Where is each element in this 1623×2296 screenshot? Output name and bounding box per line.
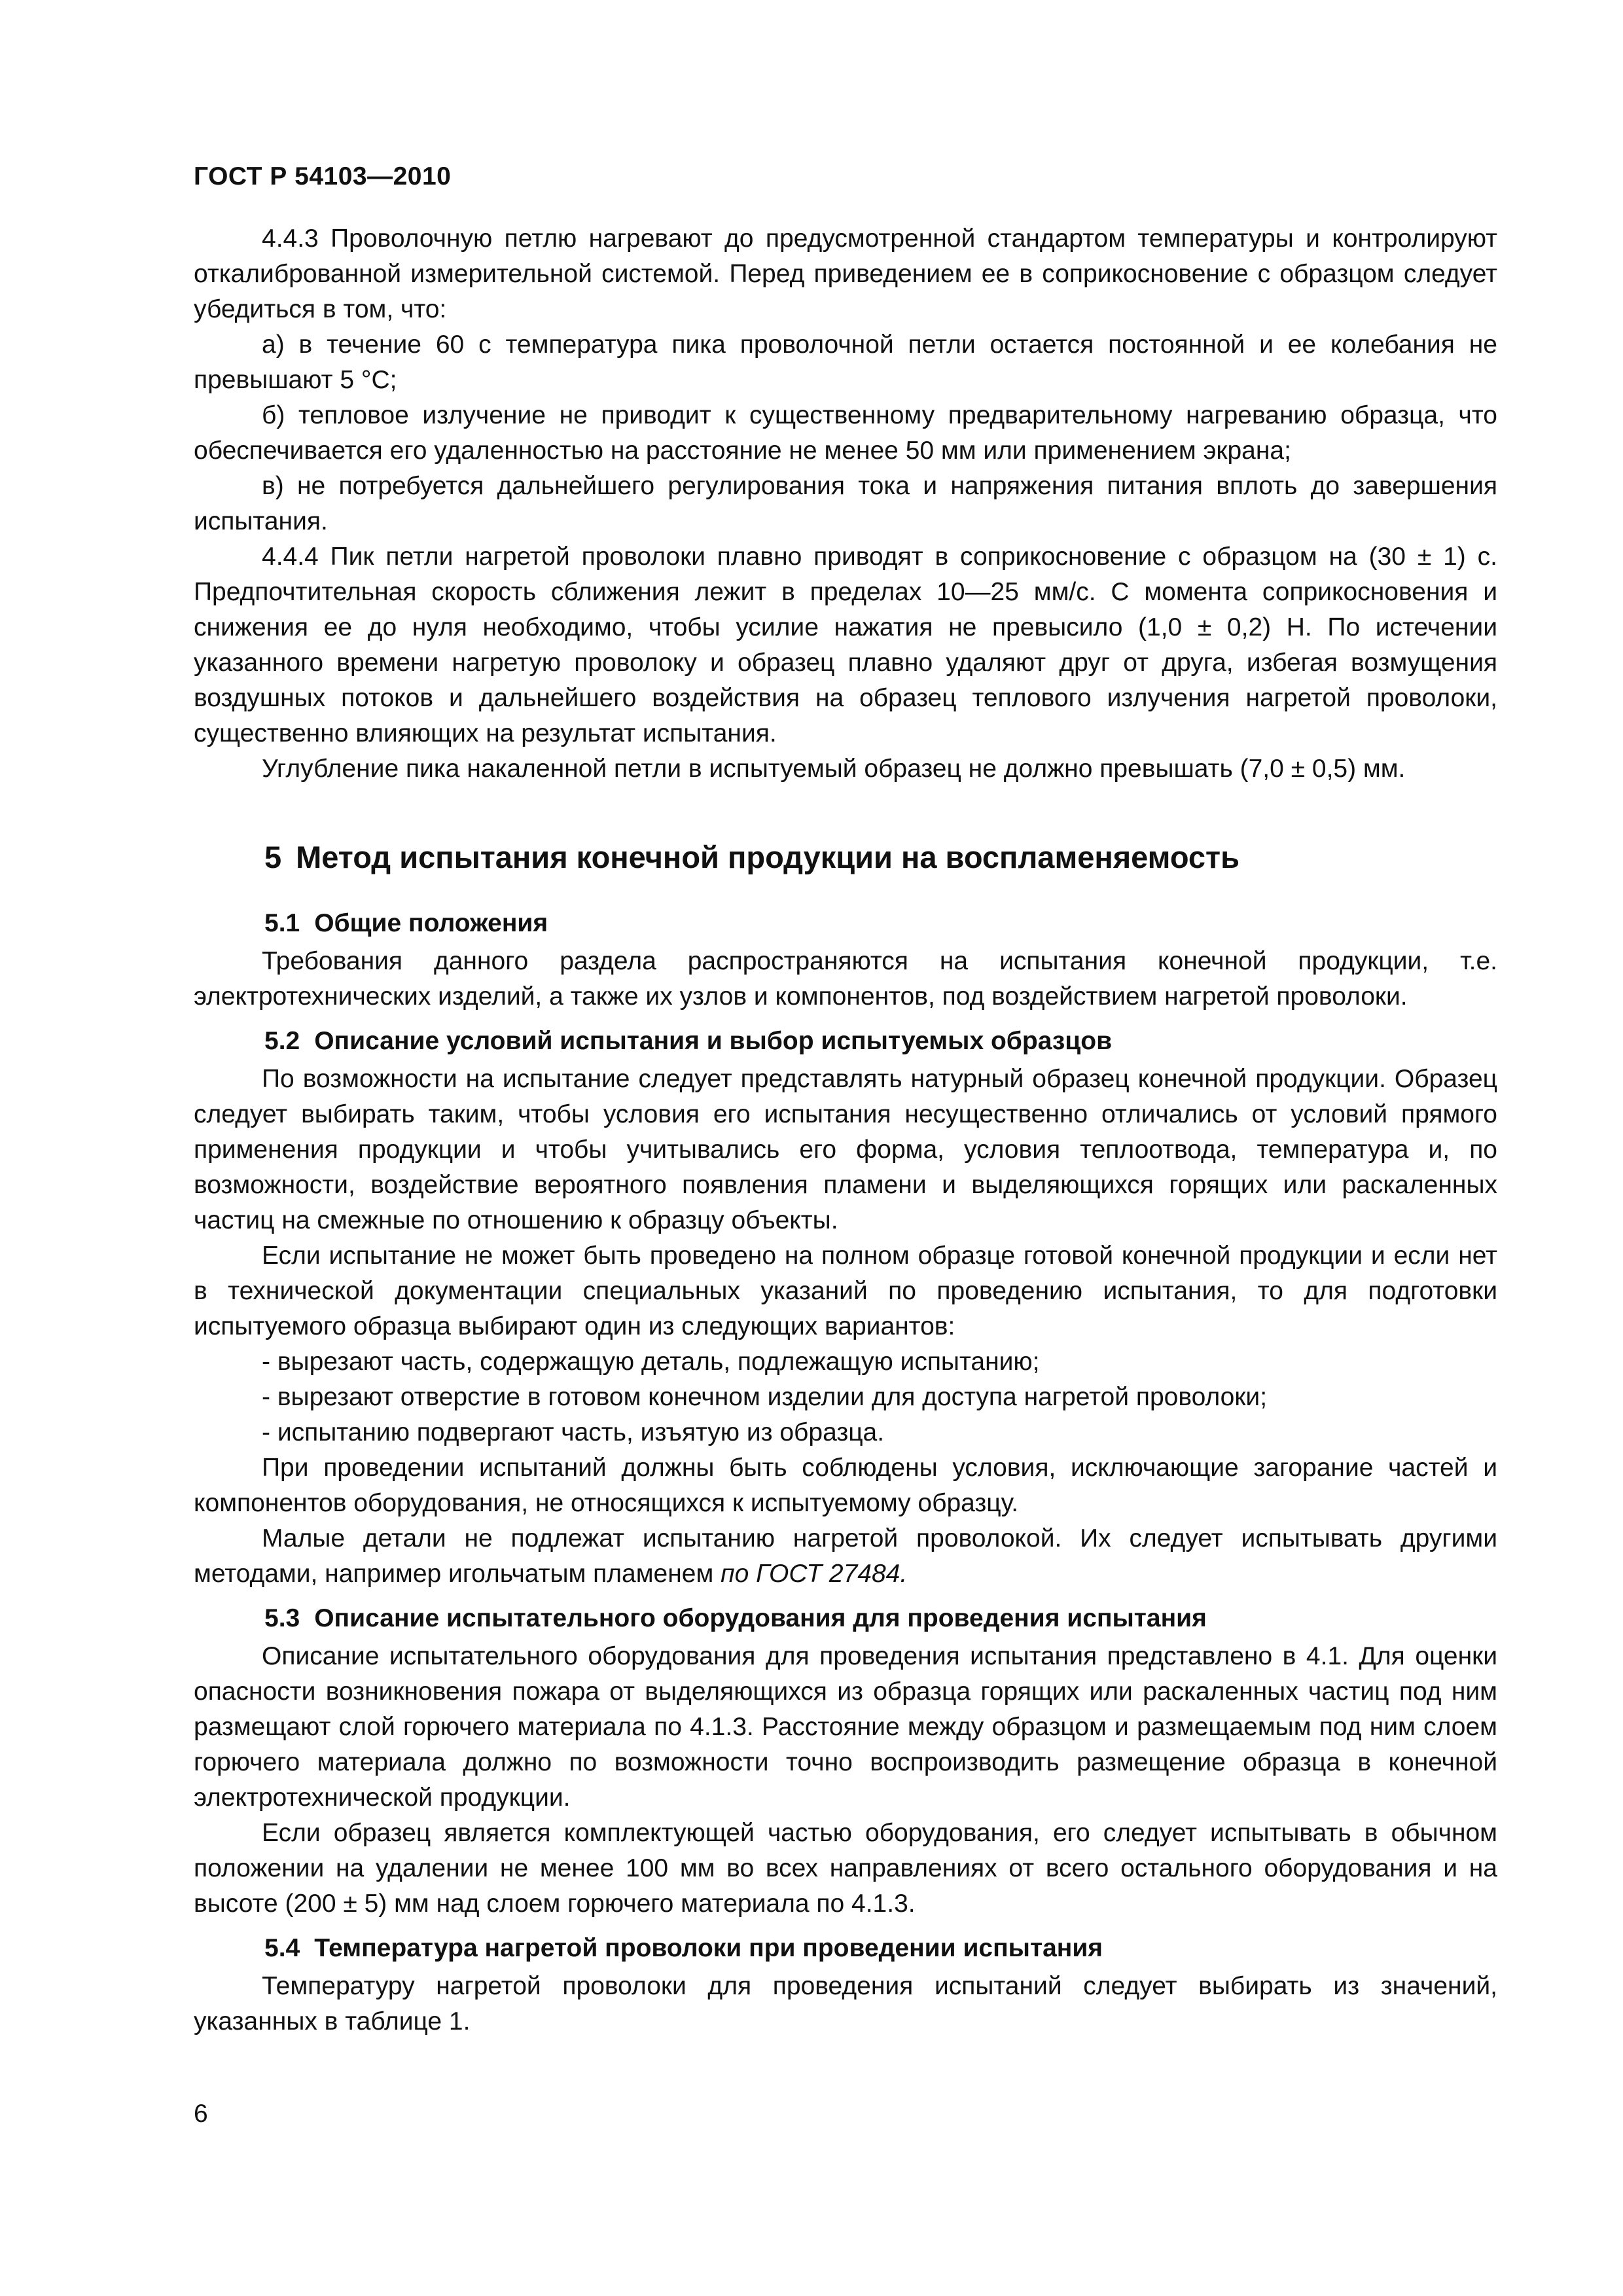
document-header: ГОСТ Р 54103—2010 [194,162,452,190]
gost-27484-reference: по ГОСТ 27484. [721,1560,908,1588]
list-item-5-2-1: - вырезают часть, содержащую деталь, подлежащую испытанию; [262,1348,1040,1376]
section-5-heading [264,838,1497,877]
paragraph-5-2-3: При проведении испытаний должны быть соблюдены условия, исключающие загорание частей и компонентов оборудования, не относящихся к испытуемому образцу. [194,1454,1497,1517]
document-body [194,221,1497,2039]
page-number: 6 [194,2100,208,2128]
subsection-5-2-title: Описание условий испытания и выбор испытуемых образцов [314,1027,1113,1055]
paragraph-4-4-3: 4.4.3 Проволочную петлю нагревают до предусмотренной стандартом температуры и контролируют откалиброванной измерительной системой. Перед приведением ее в соприкосновение с образцом следует убедиться в том, что: [194,224,1497,323]
subsection-5-3-title: Описание испытательного оборудования для проведения испытания [314,1604,1207,1632]
list-item-b: б) тепловое излучение не приводит к существенному предварительному нагреванию образца, что обеспечивается его удаленностью на расстояние не менее 50 мм или применением экрана; [194,401,1497,465]
paragraph-5-2-2: Если испытание не может быть проведено на полном образце готовой конечной продукции и если нет в технической документации специальных указаний по проведению испытания, то для подготовки испытуемого образца выбирают один из следующих вариантов: [194,1242,1497,1340]
subsection-5-1-number: 5.1 [264,909,300,937]
paragraph-5-1: Требования данного раздела распространяются на испытания конечной продукции, т.е. электротехнических изделий, а также их узлов и компонентов, под воздействием нагретой проволоки. [194,947,1497,1011]
paragraph-5-2-4 [194,1521,1497,1592]
subsection-5-4-title: Температура нагретой проволоки при проведении испытания [314,1934,1103,1962]
paragraph-5-2-1: По возможности на испытание следует представлять натурный образец конечной продукции. Образец следует выбирать таким, чтобы условия его испытания несущественно отличались от условий прямого применения продукции и чтобы учитывались его форма, условия теплоотвода, температура и, по возможности, воздействие вероятного появления пламени и выделяющихся горящих или раскаленных частиц на смежные по отношению к образцу объекты. [194,1065,1497,1234]
paragraph-4-4-4-depth: Углубление пика накаленной петли в испытуемый образец не должно превышать (7,0 ± 0,5) мм. [262,755,1406,783]
subsection-5-3-number: 5.3 [264,1604,300,1632]
list-item-a: а) в течение 60 с температура пика проволочной петли остается постоянной и ее колебания не превышают 5 °С; [194,331,1497,394]
section-5-number: 5 [264,840,282,874]
section-5-title: Метод испытания конечной продукции на воспламеняемость [296,840,1240,874]
subsection-5-2-number: 5.2 [264,1027,300,1055]
subsection-5-4-heading [264,1931,1497,1966]
list-item-5-2-3: - испытанию подвергают часть, изъятую из образца. [262,1418,885,1446]
paragraph-5-4: Температуру нагретой проволоки для проведения испытаний следует выбирать из значений, указанных в таблице 1. [194,1972,1497,2036]
paragraph-4-4-4: 4.4.4 Пик петли нагретой проволоки плавно приводят в соприкосновение с образцом на (30 ± 1) с. Предпочтительная скорость сближения лежит в пределах 10—25 мм/с. С момента соприкосновения и снижения ее до нуля необходимо, чтобы усилие нажатия не превысило (1,0 ± 0,2) Н. По истечении указанного времени нагретую проволоку и образец плавно удаляют друг от друга, избегая возмущения воздушных потоков и дальнейшего воздействия на образец теплового излучения нагретой проволоки, существенно влияющих на результат испытания. [194,543,1497,747]
list-item-v: в) не потребуется дальнейшего регулирования тока и напряжения питания вплоть до завершения испытания. [194,472,1497,535]
subsection-5-4-number: 5.4 [264,1934,300,1962]
subsection-5-1-title: Общие положения [314,909,548,937]
paragraph-5-3-1: Описание испытательного оборудования для проведения испытания представлено в 4.1. Для оценки опасности возникновения пожара от выделяющихся из образца горящих или раскаленных частиц под ним размещают слой горючего материала по 4.1.3. Расстояние между образцом и размещаемым под ним слоем горючего материала должно по возможности точно воспроизводить размещение образца в конечной электротехнической продукции. [194,1642,1497,1812]
subsection-5-2-heading [264,1024,1497,1059]
list-item-5-2-2: - вырезают отверстие в готовом конечном изделии для доступа нагретой проволоки; [262,1383,1268,1411]
subsection-5-3-heading [264,1601,1497,1636]
subsection-5-1-heading [264,906,1497,941]
paragraph-5-2-4-text: Малые детали не подлежат испытанию нагретой проволокой. Их следует испытывать другими методами, например игольчатым пламенем [194,1524,1497,1588]
paragraph-5-3-2: Если образец является комплектующей частью оборудования, его следует испытывать в обычном положении на удалении не менее 100 мм во всех направлениях от всего остального оборудования и на высоте (200 ± 5) мм над слоем горючего материала по 4.1.3. [194,1819,1497,1918]
